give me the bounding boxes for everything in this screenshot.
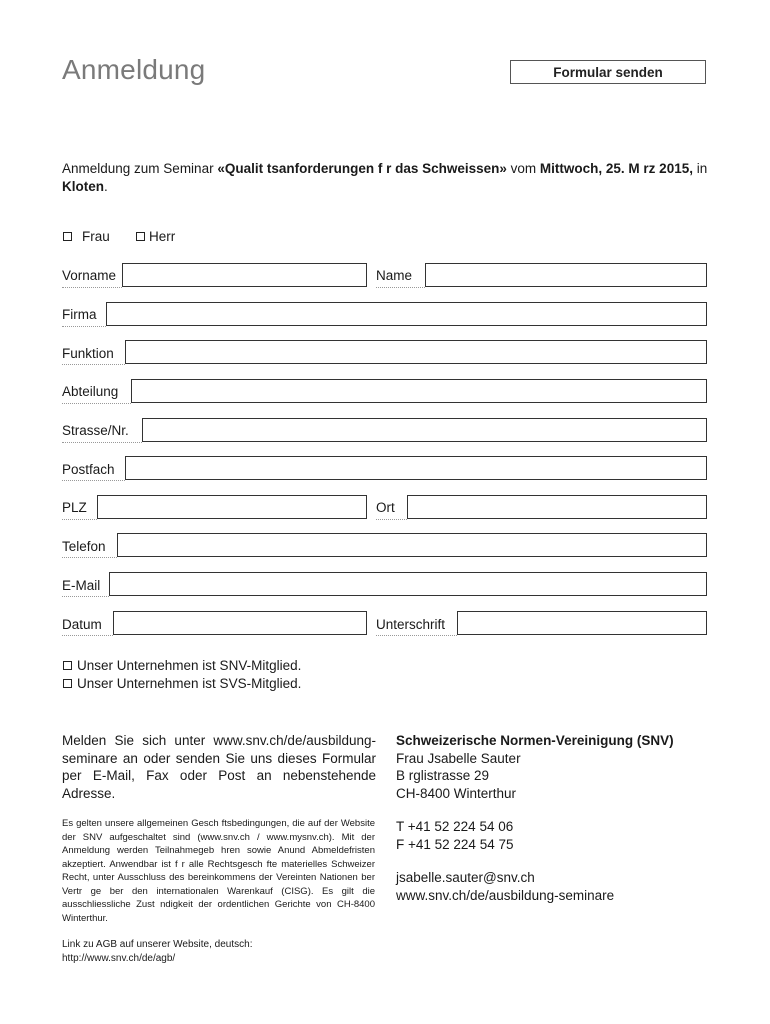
online-block — [396, 869, 614, 904]
contact-name: Frau Jsabelle Sauter — [396, 750, 521, 766]
seminar-location: Kloten — [62, 179, 104, 194]
dotted-line — [62, 596, 109, 597]
phone-block — [396, 818, 513, 853]
checkbox-herr-label: Herr — [149, 229, 176, 244]
submit-form-button[interactable]: Formular senden — [510, 60, 706, 84]
checkbox-herr[interactable] — [136, 229, 175, 244]
dotted-line — [62, 519, 97, 520]
register-text: Melden Sie sich unter www.snv.ch/de/ausbildung-seminare an oder senden Sie uns dieses Formular per E-Mail, Fax oder Post an nebenstehende Adresse. — [62, 733, 376, 801]
dotted-line — [62, 326, 106, 327]
unterschrift-input[interactable] — [457, 611, 707, 635]
label-vorname: Vorname — [62, 268, 117, 283]
label-datum: Datum — [62, 617, 102, 632]
funktion-input[interactable] — [125, 340, 707, 364]
abteilung-input[interactable] — [131, 379, 707, 403]
seminar-date: Mittwoch, 25. M rz 2015, — [539, 161, 693, 176]
name-input[interactable] — [425, 263, 707, 287]
page-title: Anmeldung — [62, 54, 206, 85]
label-ort: Ort — [376, 500, 395, 515]
dotted-line — [62, 442, 142, 443]
checkbox-icon[interactable] — [63, 232, 72, 241]
dotted-line — [62, 403, 131, 404]
org-name: Schweizerische Normen-Vereinigung (SNV) — [396, 733, 674, 748]
label-postfach: Postfach — [62, 462, 115, 477]
dotted-line — [376, 287, 425, 288]
checkbox-svs-member[interactable] — [63, 676, 301, 691]
label-plz: PLZ — [62, 500, 87, 515]
dotted-line — [62, 557, 117, 558]
label-firma: Firma — [62, 307, 97, 322]
label-telefon: Telefon — [62, 539, 106, 554]
terms-text: Es gelten unsere allgemeinen Gesch ftsbedingungen, die auf der Website der SNV aufgeschaltet sind (www.snv.ch / www.mysnv.ch). Mit der Anmeldung werden Teilnahmegeb hren sowie Anund Abmeldefristen akzeptiert. Anwendbar ist f r alle Rechtsgesch fte materielles Schweizer Recht, unter Ausschluss des bereinkommens der Vereinten Nationen ber Vertr ge ber den internationalen Warenkauf (CISG). Es gilt die ausschliessliche Zust ndigkeit der ordentlichen Gerichte von CH-8400 Winterthur. — [62, 818, 375, 924]
datum-input[interactable] — [113, 611, 367, 635]
postfach-input[interactable] — [125, 456, 707, 480]
dotted-line — [62, 635, 113, 636]
dotted-line — [376, 635, 457, 636]
agb-link-note — [62, 938, 252, 966]
checkbox-frau-label: Frau — [82, 229, 110, 244]
dotted-line — [62, 287, 122, 288]
street: B rglistrasse 29 — [396, 768, 490, 783]
label-unterschrift: Unterschrift — [376, 617, 446, 632]
fax: F +41 52 224 54 75 — [396, 836, 514, 852]
agb-link[interactable]: http://www.snv.ch/de/agb/ — [62, 953, 176, 964]
phone: T +41 52 224 54 06 — [396, 819, 514, 834]
dotted-line — [376, 519, 407, 520]
plz-input[interactable] — [97, 495, 367, 519]
intro-end: . — [104, 179, 108, 194]
dotted-line — [62, 480, 125, 481]
vorname-input[interactable] — [122, 263, 367, 287]
agb-link-label: Link zu AGB auf unserer Website, deutsch: — [62, 939, 253, 950]
telefon-input[interactable] — [117, 533, 707, 557]
website[interactable]: www.snv.ch/de/ausbildung-seminare — [396, 887, 615, 903]
checkbox-icon[interactable] — [63, 679, 72, 688]
intro-in: in — [692, 161, 708, 176]
strasse-input[interactable] — [142, 418, 707, 442]
intro-middle: vom — [506, 161, 540, 176]
intro-prefix: Anmeldung zum Seminar — [62, 161, 218, 176]
label-name: Name — [376, 268, 413, 283]
label-funktion: Funktion — [62, 346, 114, 361]
svs-member-label: Unser Unternehmen ist SVS-Mitglied. — [77, 676, 302, 691]
checkbox-icon[interactable] — [63, 661, 72, 670]
contact-email[interactable]: jsabelle.sauter@snv.ch — [396, 870, 535, 885]
checkbox-snv-member[interactable] — [63, 658, 301, 673]
seminar-title: «Qualit tsanforderungen f r das Schweissen» — [217, 161, 507, 176]
dotted-line — [62, 364, 125, 365]
checkbox-frau[interactable] — [63, 229, 110, 244]
checkbox-icon[interactable] — [136, 232, 145, 241]
city: CH-8400 Winterthur — [396, 785, 517, 801]
ort-input[interactable] — [407, 495, 707, 519]
label-email: E-Mail — [62, 578, 101, 593]
address-block — [396, 732, 674, 802]
firma-input[interactable] — [106, 302, 707, 326]
label-abteilung: Abteilung — [62, 384, 119, 399]
intro-text — [62, 160, 712, 196]
label-strasse: Strasse/Nr. — [62, 423, 129, 438]
email-input[interactable] — [109, 572, 707, 596]
snv-member-label: Unser Unternehmen ist SNV-Mitglied. — [77, 658, 302, 673]
